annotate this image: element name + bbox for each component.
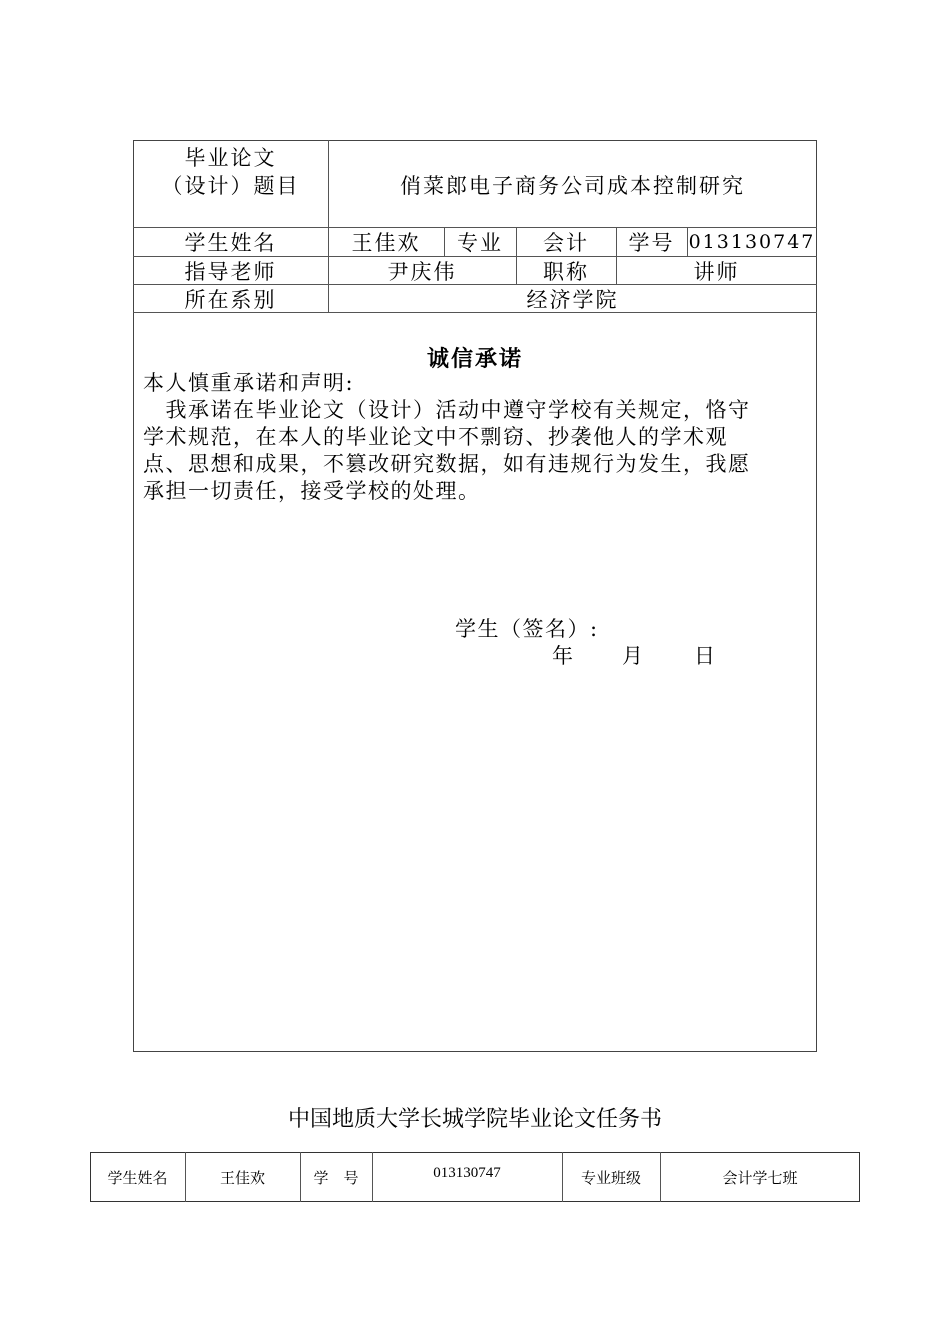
pledge-line: 承担一切责任，接受学校的处理。: [143, 479, 481, 503]
thesis-title: 俏菜郎电子商务公司成本控制研究: [400, 174, 745, 198]
advisor: 尹庆伟: [387, 259, 457, 284]
date-year: 年: [552, 644, 575, 668]
task-cell-name: 王佳欢: [219, 1170, 265, 1187]
pledge-heading: 诚信承诺: [426, 345, 523, 372]
task-book-title: 中国地质大学长城学院毕业论文任务书: [287, 1106, 662, 1132]
title-label-line1: 毕业论文: [184, 146, 277, 170]
task-cell-class-label: 专业班级: [580, 1170, 641, 1187]
date-day: 日: [694, 644, 717, 668]
pledge-line: 点、思想和成果，不篡改研究数据，如有违规行为发生，我愿: [143, 452, 751, 476]
task-cell-id-label: 学 号: [313, 1170, 359, 1187]
student-id-label: 学号: [628, 231, 675, 255]
major-label: 专业: [457, 231, 503, 255]
title-label-line2: （设计）题目: [161, 174, 300, 198]
dept: 经济学院: [526, 287, 619, 312]
student-name: 王佳欢: [351, 231, 421, 255]
task-cell-name-label: 学生姓名: [107, 1170, 168, 1187]
advisor-label: 指导老师: [184, 259, 277, 284]
rank-label: 职称: [543, 259, 589, 284]
signature-label: 学生（签名）:: [455, 617, 599, 641]
rank: 讲师: [693, 259, 740, 284]
student-id: 013130747: [688, 231, 816, 253]
pledge-intro: 本人慎重承诺和声明:: [143, 371, 355, 395]
major: 会计: [543, 231, 589, 255]
student-name-label: 学生姓名: [184, 231, 277, 255]
pledge-line: 学术规范，在本人的毕业论文中不剽窃、抄袭他人的学术观: [143, 425, 728, 449]
pledge-line: 我承诺在毕业论文（设计）活动中遵守学校有关规定，恪守: [143, 398, 751, 422]
date-month: 月: [622, 644, 645, 668]
task-cell-id: 013130747: [433, 1164, 501, 1181]
task-cell-class: 会计学七班: [722, 1170, 798, 1187]
dept-label: 所在系别: [184, 287, 277, 312]
